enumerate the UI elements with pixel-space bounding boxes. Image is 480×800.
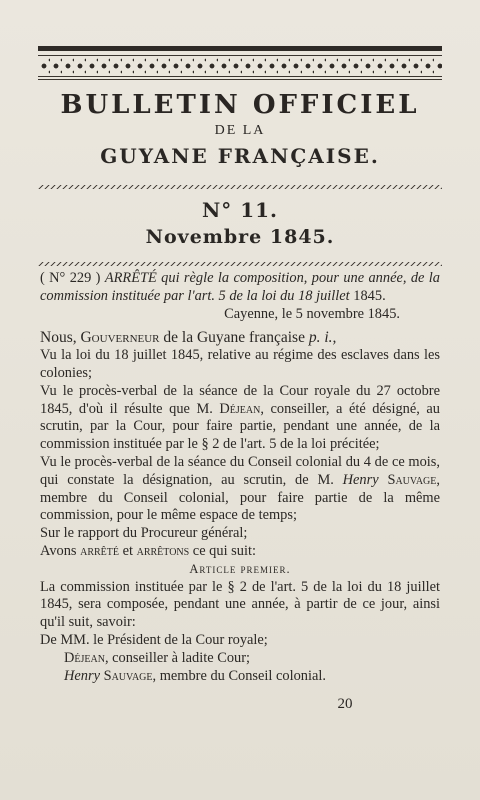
- et-text: et: [119, 542, 137, 559]
- arrete-number: ( N° 229 ): [40, 270, 101, 286]
- member-sauvage: Sauvage: [103, 667, 153, 684]
- vu-paragraph-1: Vu la loi du 18 juillet 1845, relative au régime des esclaves dans les colonies;: [40, 347, 440, 381]
- title-territory: GUYANE FRANÇAISE.: [100, 144, 380, 168]
- gouverneur-text: Gouverneur: [80, 329, 160, 347]
- vu2-text-c: , conseiller, a été désigné, au scrutin, par la Cour, pour faire partie, pendant une année, de la commission instituée par le § 2 de l'art. 5 de la loi précitée;: [40, 400, 440, 453]
- pi-text: p. i.,: [308, 329, 337, 347]
- header-thick-rule: [38, 46, 442, 51]
- arretons-word: arrêtons: [136, 542, 190, 559]
- dejean-name: Déjean: [219, 400, 261, 417]
- wavy-divider-bottom: [38, 262, 442, 266]
- avons-text: Avons: [40, 542, 81, 559]
- issue-number: N° 11.: [201, 198, 279, 222]
- arrete-title-line2: de la commission instituée par l'art. 5 de la loi du 18 juillet: [40, 270, 440, 304]
- avons-line: [40, 543, 440, 561]
- member-line-2: [40, 650, 440, 668]
- arrete-heading: [40, 270, 440, 306]
- nous-text: Nous,: [40, 329, 81, 347]
- henry-name: Henry: [342, 471, 379, 488]
- arrete-title-year: 1845.: [353, 287, 386, 304]
- member-dejean-role: , conseiller à ladite Cour;: [104, 649, 251, 666]
- rapport-line: Sur le rapport du Procureur général;: [40, 525, 248, 542]
- nous-line: [40, 329, 440, 347]
- arrete-word: arrêté: [80, 542, 119, 559]
- member-henry: Henry: [64, 667, 100, 684]
- article-text: La commission instituée par le § 2 de l'art. 5 de la loi du 18 juillet 1845, sera composée, pendant une année, à partir de ce jour, ainsi qu'il suit, savoir:: [40, 578, 440, 631]
- arrete-title-word: ARRÊTÉ: [104, 270, 157, 286]
- header-thin-rule: [38, 79, 442, 80]
- article-heading: Article premier.: [189, 561, 291, 576]
- issue-month-year: Novembre 1845.: [145, 226, 335, 248]
- vu3-text-d: , membre du Conseil colonial, pour faire partie de la même commission, pour le même espace de temps;: [40, 471, 440, 524]
- header-ornament-band: [38, 55, 442, 77]
- ce-qui-suit-text: ce qui suit:: [189, 542, 256, 559]
- wavy-divider-top: [38, 185, 442, 189]
- bulletin-title: BULLETIN OFFICIEL: [60, 90, 420, 120]
- member-line-3: [40, 668, 440, 686]
- vu3-text-a: Vu le procès-verbal de la séance du Conseil colonial du 4 de ce mois, qui constate la désignation, au scrutin, de M.: [40, 453, 440, 488]
- member-sauvage-role: , membre du Conseil colonial.: [152, 667, 326, 684]
- sauvage-name: Sauvage: [387, 471, 437, 488]
- document-body: [40, 270, 440, 685]
- arrete-title-line1: qui règle la composition, pour une année,: [161, 270, 407, 286]
- vu-paragraph-3: [40, 454, 440, 525]
- place-date: Cayenne, le 5 novembre 1845.: [224, 305, 400, 322]
- title-de-la: DE LA: [214, 123, 266, 138]
- page-number: 20: [337, 696, 353, 712]
- nous-guyane-text: de la Guyane française: [159, 329, 309, 347]
- vu-paragraph-2: [40, 383, 440, 454]
- member-line-1: De MM. le Président de la Cour royale;: [40, 631, 268, 648]
- vu2-text-a: Vu le procès-verbal de la séance de la Cour royale du 27 octobre 1845, d'où il résulte que M.: [40, 382, 440, 417]
- member-dejean: Déjean: [64, 649, 105, 666]
